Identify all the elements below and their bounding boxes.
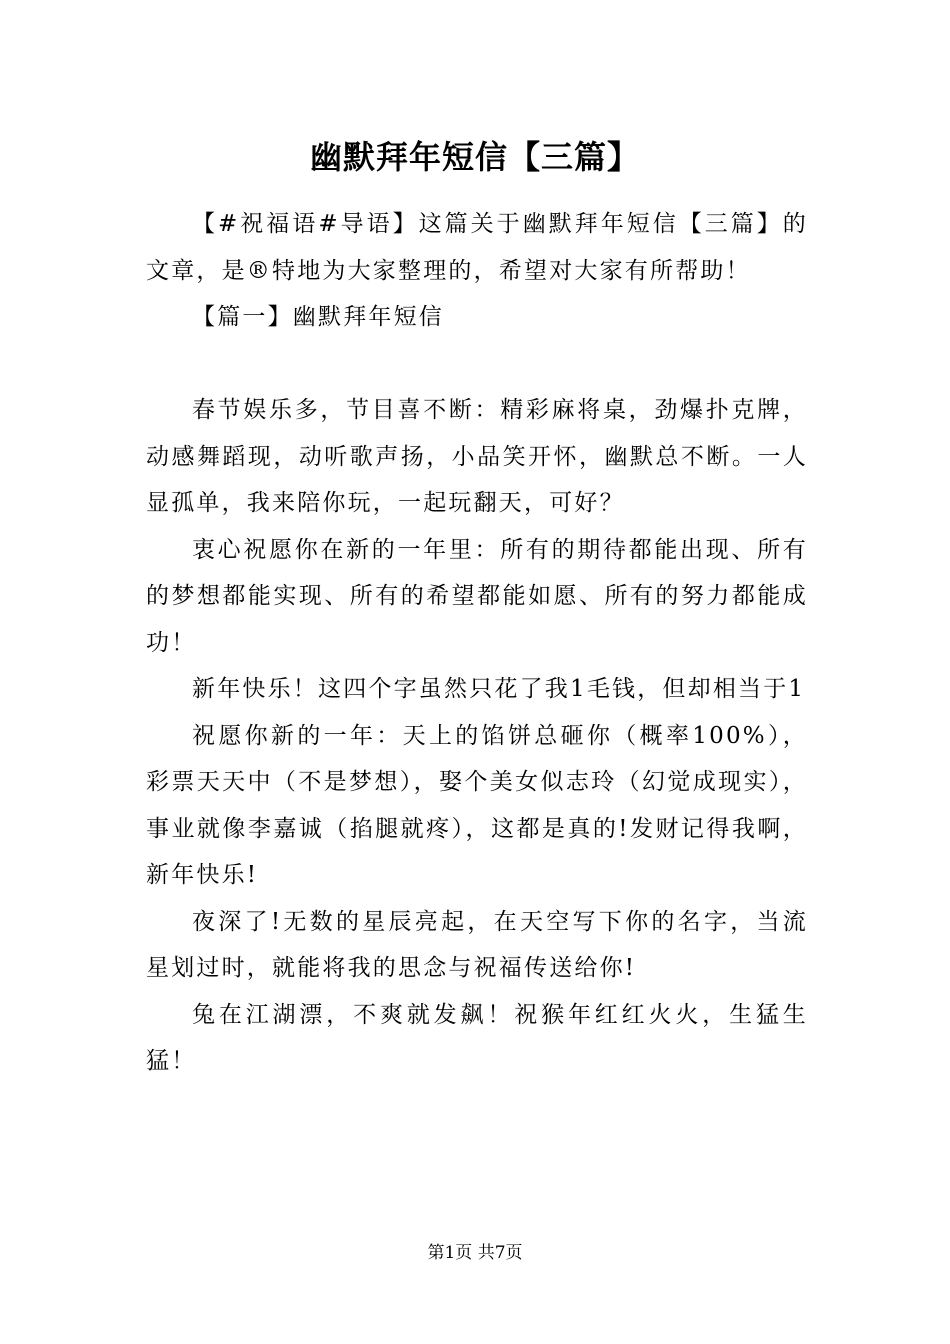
message-paragraph-5: 夜深了!无数的星辰亮起，在天空写下你的名字，当流星划过时，就能将我的思念与祝福传送给你!: [146, 908, 808, 981]
message-paragraph-2: 衷心祝愿你在新的一年里：所有的期待都能出现、所有的梦想都能实现、所有的希望都能如愿、所有的努力都能成功！: [146, 536, 808, 656]
document-body: [146, 201, 808, 1085]
message-paragraph-6: 兔在江湖漂，不爽就发飙！祝猴年红红火火，生猛生猛！: [146, 1001, 808, 1074]
message-paragraph-1: 春节娱乐多，节目喜不断：精彩麻将桌，劲爆扑克牌，动感舞蹈现，动听歌声扬，小品笑开怀，幽默总不断。一人显孤单，我来陪你玩，一起玩翻天，可好？: [146, 397, 808, 516]
document-title: 幽默拜年短信【三篇】: [309, 138, 640, 176]
intro-paragraph: 【#祝福语#导语】这篇关于幽默拜年短信【三篇】的文章，是®特地为大家整理的，希望对大家有所帮助！: [146, 211, 808, 284]
blank-line: [146, 341, 808, 388]
message-paragraph-3: 新年快乐！这四个字虽然只花了我1毛钱，但却相当于1: [192, 676, 806, 702]
page-number-footer: 第1页 共7页: [427, 1243, 523, 1263]
message-paragraph-4: 祝愿你新的一年：天上的馅饼总砸你（概率100%），彩票天天中（不是梦想），娶个美女似志玲（幻觉成现实），事业就像李嘉诚（掐腿就疼），这都是真的!发财记得我啊，新年快乐!: [146, 722, 808, 888]
section-heading: 【篇一】幽默拜年短信: [192, 304, 444, 330]
